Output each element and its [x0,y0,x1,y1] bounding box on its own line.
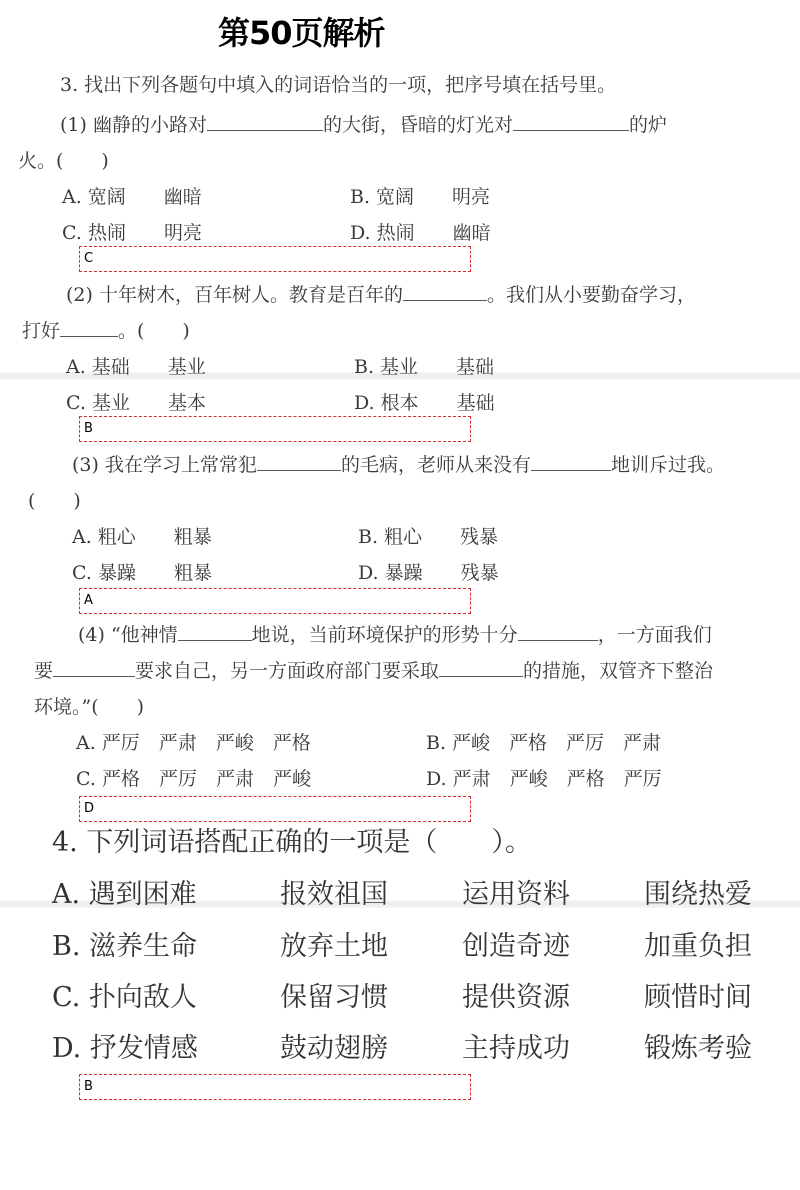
q3-3-text-c: 地训斥过我。 [610,454,725,476]
q4-row-a-4: 围绕热爱 [644,879,752,910]
q3-4-line1 [78,620,712,647]
q3-1-option-b: B. 宽阔 明亮 [350,186,491,208]
blank [513,130,629,131]
q3-1-text-a: (1) 幽静的小路对 [60,114,207,136]
q3-4-text-d: 要 [34,660,54,682]
q4-row-c-2: 保留习惯 [280,982,388,1013]
blank [207,130,323,131]
q3-2-line1 [66,280,696,307]
q4-row-d-1: D. 抒发情感 [52,1033,198,1064]
q3-1-option-c: C. 热闹 明亮 [62,222,202,244]
answer-box-q4[interactable]: B [79,1074,471,1100]
q4-row-c-3: 提供资源 [462,982,570,1013]
q3-3-option-c: C. 暴躁 粗暴 [72,562,212,584]
q4-heading: 4. 下列词语搭配正确的一项是（ ）。 [52,827,532,858]
blank [60,336,118,337]
q3-4-text-c: ，一方面我们 [597,624,712,646]
q4-row-b-1: B. 滋养生命 [52,931,198,962]
q3-3-text-a: (3) 我在学习上常常犯 [72,454,257,476]
blank [531,470,611,471]
q3-2-text-b: 。我们从小要勤奋学习， [486,284,696,306]
q3-3-line1 [72,450,725,477]
q3-2-text-d: 。( ) [118,320,190,342]
blank [403,300,487,301]
blank [439,676,523,677]
q3-1-line2: 火。( ) [18,150,109,172]
page-title: 第50页解析 [218,14,385,52]
q3-1-option-d: D. 热闹 幽暗 [350,222,491,244]
q3-4-option-b: B. 严峻 严格 严厉 严肃 [426,732,662,754]
q3-2-option-b: B. 基业 基础 [354,356,495,378]
q3-3-line2: ( ) [28,490,81,512]
q3-2-option-a: A. 基础 基业 [66,356,206,378]
blank [178,640,252,641]
q3-4-line2 [34,656,713,683]
blank [257,470,341,471]
blank [53,676,135,677]
q4-row-b-3: 创造奇迹 [462,931,570,962]
q3-4-text-e: 要求自己，另一方面政府部门要采取 [135,660,440,682]
q3-2-line2 [22,316,190,343]
q4-row-c-4: 顾惜时间 [644,982,752,1013]
q3-1-line1 [60,110,667,137]
blank [518,640,598,641]
q3-2-option-d: D. 根本 基础 [354,392,495,414]
q3-2-text-c: 打好 [22,320,61,342]
q3-heading: 3. 找出下列各题句中填入的词语恰当的一项，把序号填在括号里。 [60,74,617,96]
q3-4-text-b: 地说，当前环境保护的形势十分 [251,624,518,646]
q3-1-option-a: A. 宽阔 幽暗 [62,186,202,208]
q3-2-text-a: (2) 十年树木，百年树人。教育是百年的 [66,284,403,306]
q3-2-option-c: C. 基业 基本 [66,392,206,414]
q3-4-text-a: (4) “他神情 [78,624,178,646]
q3-4-option-d: D. 严肃 严峻 严格 严厉 [426,768,662,790]
answer-box-q3-2[interactable]: B [79,416,471,442]
q3-3-option-b: B. 粗心 残暴 [358,526,499,548]
q3-4-line3: 环境。”( ) [34,696,145,718]
q4-row-c-1: C. 扑向敌人 [52,982,197,1013]
answer-box-q3-1[interactable]: C [79,246,471,272]
q3-3-option-d: D. 暴躁 残暴 [358,562,499,584]
q3-1-text-b: 的大街，昏暗的灯光对 [322,114,513,136]
q4-row-b-2: 放弃土地 [280,931,388,962]
q4-row-d-4: 锻炼考验 [644,1033,752,1064]
q3-4-text-f: 的措施，双管齐下整治 [523,660,714,682]
q3-4-option-a: A. 严厉 严肃 严峻 严格 [76,732,311,754]
q3-4-option-c: C. 严格 严厉 严肃 严峻 [76,768,311,790]
q4-row-a-3: 运用资料 [462,879,570,910]
q4-row-a-1: A. 遇到困难 [52,879,197,910]
answer-box-q3-4[interactable]: D [79,796,471,822]
q3-3-text-b: 的毛病，老师从来没有 [340,454,531,476]
q3-3-option-a: A. 粗心 粗暴 [72,526,212,548]
q4-row-d-3: 主持成功 [462,1033,570,1064]
q4-row-b-4: 加重负担 [644,931,752,962]
answer-box-q3-3[interactable]: A [79,588,471,614]
q4-row-a-2: 报效祖国 [280,879,388,910]
q4-row-d-2: 鼓动翅膀 [280,1033,388,1064]
q3-1-text-c: 的炉 [628,114,667,136]
